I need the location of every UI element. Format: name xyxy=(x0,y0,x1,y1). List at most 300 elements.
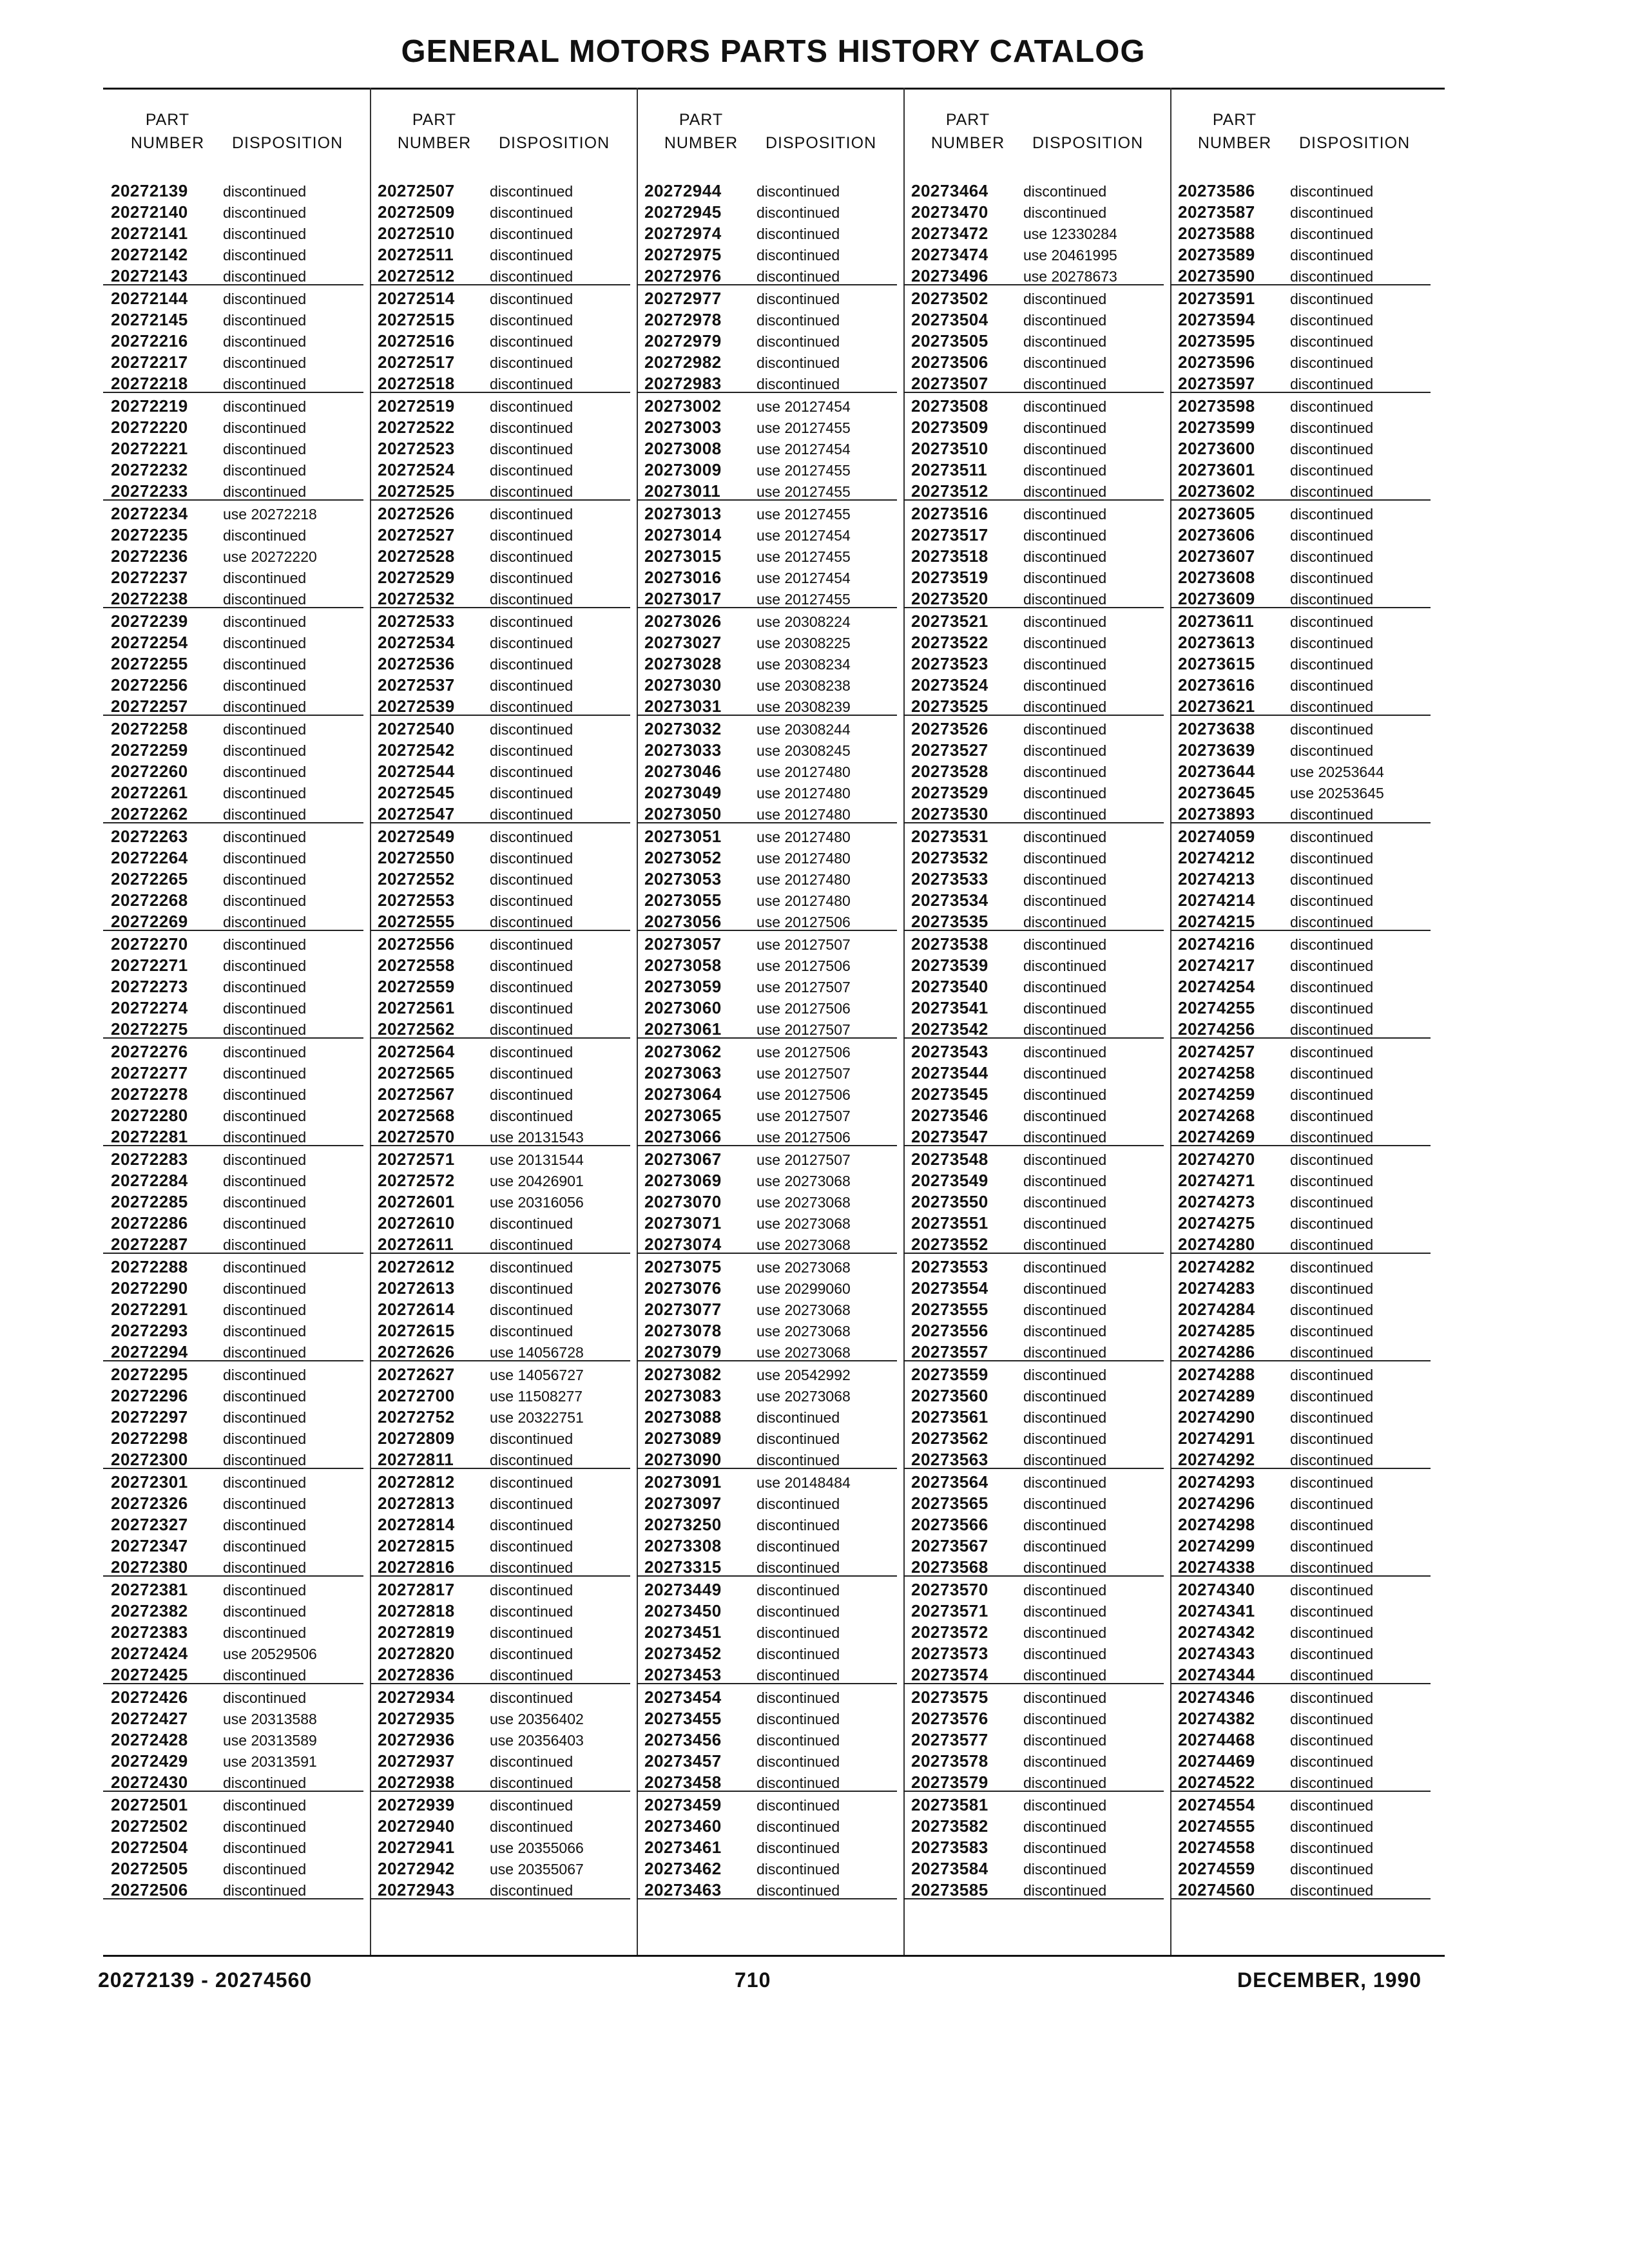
disposition: discontinued xyxy=(1023,1882,1107,1899)
part-number: 20272752 xyxy=(378,1407,455,1427)
table-row xyxy=(103,1446,363,1469)
part-number: 20273638 xyxy=(1178,719,1255,738)
table-row xyxy=(637,1124,897,1146)
part-number: 20272615 xyxy=(378,1321,455,1340)
part-number: 20273057 xyxy=(644,934,722,954)
disposition: use 20461995 xyxy=(1023,247,1117,264)
table-row xyxy=(370,608,630,629)
table-row xyxy=(903,1124,1164,1146)
part-number: 20272545 xyxy=(378,783,455,802)
part-number: 20272550 xyxy=(378,848,455,867)
disposition: discontinued xyxy=(223,483,307,500)
part-number: 20274284 xyxy=(1178,1300,1255,1319)
table-row xyxy=(370,908,630,931)
table-row xyxy=(903,1490,1164,1512)
disposition: discontinued xyxy=(490,1323,574,1340)
table-row xyxy=(103,1877,363,1899)
table-row xyxy=(1170,1189,1431,1210)
disposition: use 20127455 xyxy=(757,506,851,523)
disposition: discontinued xyxy=(490,1624,574,1641)
disposition: discontinued xyxy=(1290,892,1374,909)
part-number: 20273613 xyxy=(1178,633,1255,652)
disposition: discontinued xyxy=(1290,1000,1374,1017)
table-row xyxy=(103,1640,363,1662)
disposition: discontinued xyxy=(223,677,307,694)
table-row xyxy=(370,1813,630,1834)
disposition: discontinued xyxy=(1290,483,1374,500)
part-number: 20272975 xyxy=(644,245,722,264)
part-number: 20273067 xyxy=(644,1149,722,1169)
part-number: 20274288 xyxy=(1178,1365,1255,1384)
part-number: 20272139 xyxy=(111,181,188,200)
part-number: 20272296 xyxy=(111,1386,188,1405)
part-number: 20273557 xyxy=(911,1342,988,1361)
table-row xyxy=(637,887,897,908)
part-number: 20272612 xyxy=(378,1257,455,1276)
disposition: discontinued xyxy=(223,1000,307,1017)
table-row xyxy=(370,1361,630,1383)
table-row xyxy=(1170,1490,1431,1512)
disposition: discontinued xyxy=(1290,354,1374,371)
table-row xyxy=(370,178,630,199)
disposition: discontinued xyxy=(223,570,307,586)
part-number: 20274468 xyxy=(1178,1730,1255,1749)
part-number: 20272233 xyxy=(111,481,188,501)
disposition: discontinued xyxy=(490,892,574,909)
part-number: 20272293 xyxy=(111,1321,188,1340)
part-number: 20272519 xyxy=(378,396,455,416)
table-row xyxy=(1170,995,1431,1016)
part-number: 20272283 xyxy=(111,1149,188,1169)
table-row xyxy=(1170,780,1431,801)
table-row xyxy=(103,1189,363,1210)
part-number: 20273550 xyxy=(911,1192,988,1211)
disposition: discontinued xyxy=(757,226,840,242)
table-row xyxy=(1170,414,1431,436)
part-number: 20273009 xyxy=(644,460,722,479)
disposition: discontinued xyxy=(1023,1388,1107,1405)
disposition: discontinued xyxy=(1023,591,1107,608)
disposition: discontinued xyxy=(490,1065,574,1082)
disposition: discontinued xyxy=(223,183,307,200)
table-row xyxy=(637,1318,897,1339)
disposition: discontinued xyxy=(1023,1086,1107,1103)
part-number: 20272601 xyxy=(378,1192,455,1211)
part-number: 20273563 xyxy=(911,1450,988,1469)
table-row xyxy=(103,608,363,629)
disposition: discontinued xyxy=(757,1861,840,1878)
part-number: 20273464 xyxy=(911,181,988,200)
part-number: 20273032 xyxy=(644,719,722,738)
disposition: discontinued xyxy=(490,333,574,350)
disposition: discontinued xyxy=(1290,398,1374,415)
disposition: discontinued xyxy=(1290,183,1374,200)
part-number: 20273462 xyxy=(644,1859,722,1878)
table-row xyxy=(370,1446,630,1469)
disposition: discontinued xyxy=(1290,1582,1374,1599)
disposition: discontinued xyxy=(223,291,307,307)
disposition: discontinued xyxy=(223,1861,307,1878)
table-row xyxy=(103,758,363,780)
disposition: use 20356402 xyxy=(490,1711,584,1727)
part-number: 20272140 xyxy=(111,202,188,222)
disposition: discontinued xyxy=(1290,1388,1374,1405)
disposition: discontinued xyxy=(490,1430,574,1447)
disposition: use 20308224 xyxy=(757,613,851,630)
disposition: discontinued xyxy=(223,1603,307,1620)
table-row xyxy=(637,801,897,823)
part-number: 20273591 xyxy=(1178,289,1255,308)
part-number: 20272812 xyxy=(378,1472,455,1492)
table-row xyxy=(370,737,630,758)
part-number: 20272265 xyxy=(111,869,188,889)
disposition: discontinued xyxy=(223,268,307,285)
part-number: 20274559 xyxy=(1178,1859,1255,1878)
part-number: 20273539 xyxy=(911,956,988,975)
table-row xyxy=(103,1598,363,1619)
table-row xyxy=(370,1662,630,1684)
disposition: discontinued xyxy=(490,527,574,544)
part-number: 20273581 xyxy=(911,1795,988,1814)
table-row xyxy=(637,478,897,501)
part-number: 20272232 xyxy=(111,460,188,479)
disposition: discontinued xyxy=(1023,1582,1107,1599)
disposition: discontinued xyxy=(490,312,574,329)
table-row xyxy=(1170,1469,1431,1490)
table-row xyxy=(103,242,363,263)
table-row xyxy=(1170,1748,1431,1769)
disposition: discontinued xyxy=(490,613,574,630)
table-row xyxy=(903,220,1164,242)
table-row xyxy=(637,1877,897,1899)
part-number: 20272141 xyxy=(111,224,188,243)
disposition: discontinued xyxy=(223,698,307,715)
table-row xyxy=(370,974,630,995)
part-number: 20274346 xyxy=(1178,1687,1255,1707)
table-row xyxy=(637,737,897,758)
table-row xyxy=(1170,1554,1431,1577)
table-row xyxy=(103,801,363,823)
disposition: discontinued xyxy=(490,1517,574,1533)
table-row xyxy=(103,1533,363,1554)
disposition: discontinued xyxy=(490,1559,574,1576)
disposition: discontinued xyxy=(1023,1044,1107,1061)
table-row xyxy=(103,887,363,908)
table-row xyxy=(637,629,897,651)
table-row xyxy=(637,370,897,393)
part-number: 20273535 xyxy=(911,912,988,931)
disposition: discontinued xyxy=(1290,1409,1374,1426)
disposition: discontinued xyxy=(1023,1774,1107,1791)
part-number: 20273552 xyxy=(911,1235,988,1254)
table-row xyxy=(103,349,363,370)
disposition: discontinued xyxy=(1290,1818,1374,1835)
table-row xyxy=(103,1662,363,1684)
table-row xyxy=(903,1512,1164,1533)
part-number: 20274554 xyxy=(1178,1795,1255,1814)
table-row xyxy=(637,952,897,974)
disposition: discontinued xyxy=(223,226,307,242)
part-number: 20272556 xyxy=(378,934,455,954)
disposition: discontinued xyxy=(1023,1517,1107,1533)
table-row xyxy=(637,1254,897,1275)
part-number: 20273016 xyxy=(644,568,722,587)
part-number: 20272524 xyxy=(378,460,455,479)
part-number: 20273607 xyxy=(1178,546,1255,566)
table-row xyxy=(637,349,897,370)
disposition: discontinued xyxy=(1290,957,1374,974)
disposition: discontinued xyxy=(1290,1021,1374,1038)
disposition: discontinued xyxy=(223,312,307,329)
table-row xyxy=(903,393,1164,414)
part-number: 20273585 xyxy=(911,1880,988,1899)
table-row xyxy=(370,801,630,823)
disposition: discontinued xyxy=(1290,1689,1374,1706)
table-row xyxy=(903,1168,1164,1189)
table-row xyxy=(1170,1383,1431,1404)
disposition: discontinued xyxy=(1023,441,1107,457)
table-row xyxy=(370,349,630,370)
part-number: 20273071 xyxy=(644,1213,722,1233)
table-row xyxy=(903,1748,1164,1769)
disposition: discontinued xyxy=(1023,785,1107,802)
part-number: 20274298 xyxy=(1178,1515,1255,1534)
table-row xyxy=(370,478,630,501)
part-number: 20273594 xyxy=(1178,310,1255,329)
table-row xyxy=(637,1361,897,1383)
disposition: discontinued xyxy=(1023,721,1107,738)
part-number: 20272568 xyxy=(378,1106,455,1125)
table-row xyxy=(370,1275,630,1296)
disposition: discontinued xyxy=(490,506,574,523)
table-row xyxy=(1170,908,1431,931)
table-row xyxy=(903,1727,1164,1748)
table-row xyxy=(903,995,1164,1016)
table-row xyxy=(103,1318,363,1339)
table-row xyxy=(903,543,1164,564)
part-number: 20273597 xyxy=(1178,374,1255,393)
part-number: 20272275 xyxy=(111,1019,188,1039)
table-row xyxy=(370,693,630,716)
part-number: 20274522 xyxy=(1178,1773,1255,1792)
part-number: 20272273 xyxy=(111,977,188,996)
part-number: 20272982 xyxy=(644,352,722,372)
part-number: 20272285 xyxy=(111,1192,188,1211)
part-number: 20272525 xyxy=(378,481,455,501)
part-number: 20273051 xyxy=(644,827,722,846)
part-number: 20273496 xyxy=(911,266,988,285)
table-row xyxy=(637,1469,897,1490)
table-row xyxy=(103,1748,363,1769)
part-number: 20272811 xyxy=(378,1450,454,1469)
table-row xyxy=(637,1146,897,1168)
part-number: 20273003 xyxy=(644,418,722,437)
number-header-label: NUMBER xyxy=(664,134,738,152)
part-number: 20272818 xyxy=(378,1601,455,1620)
table-row xyxy=(103,370,363,393)
disposition-header-label: DISPOSITION xyxy=(1032,134,1144,152)
part-number: 20272544 xyxy=(378,762,455,781)
part-number: 20272539 xyxy=(378,697,455,716)
table-row xyxy=(370,1706,630,1727)
part-number: 20272510 xyxy=(378,224,455,243)
part-number: 20273611 xyxy=(1178,611,1255,631)
table-row xyxy=(1170,457,1431,478)
part-number: 20273070 xyxy=(644,1192,722,1211)
table-row xyxy=(903,414,1164,436)
table-row xyxy=(637,1512,897,1533)
table-row xyxy=(637,220,897,242)
table-row xyxy=(103,1490,363,1512)
part-number: 20273541 xyxy=(911,998,988,1017)
disposition: discontinued xyxy=(1023,1559,1107,1576)
part-number: 20272561 xyxy=(378,998,455,1017)
disposition: discontinued xyxy=(223,1430,307,1447)
disposition: discontinued xyxy=(490,570,574,586)
disposition: discontinued xyxy=(1290,850,1374,867)
part-number: 20273543 xyxy=(911,1042,988,1061)
disposition: discontinued xyxy=(223,1495,307,1512)
table-row xyxy=(370,1404,630,1425)
part-number: 20274340 xyxy=(1178,1580,1255,1599)
disposition: discontinued xyxy=(223,1452,307,1468)
part-number: 20272564 xyxy=(378,1042,455,1061)
disposition: discontinued xyxy=(1290,419,1374,436)
table-row xyxy=(1170,1404,1431,1425)
table-row xyxy=(1170,178,1431,199)
table-row xyxy=(903,349,1164,370)
part-number: 20273031 xyxy=(644,697,722,716)
disposition: discontinued xyxy=(1290,1624,1374,1641)
disposition: discontinued xyxy=(223,1517,307,1533)
disposition: use 20127507 xyxy=(757,1108,851,1124)
table-row xyxy=(370,1318,630,1339)
part-number: 20272817 xyxy=(378,1580,455,1599)
table-row xyxy=(1170,1792,1431,1813)
part-number: 20273053 xyxy=(644,869,722,889)
table-row xyxy=(1170,1210,1431,1231)
disposition: discontinued xyxy=(490,1818,574,1835)
table-row xyxy=(1170,1016,1431,1039)
table-row xyxy=(103,564,363,586)
table-row xyxy=(903,1554,1164,1577)
part-number: 20273470 xyxy=(911,202,988,222)
part-number: 20272941 xyxy=(378,1838,455,1857)
part-number: 20272516 xyxy=(378,331,455,351)
part-number: 20272815 xyxy=(378,1536,455,1555)
part-number: 20272239 xyxy=(111,611,188,631)
part-number: 20273574 xyxy=(911,1665,988,1684)
table-row xyxy=(903,1662,1164,1684)
part-number: 20274290 xyxy=(1178,1407,1255,1427)
disposition: use 20273068 xyxy=(757,1236,851,1253)
disposition: discontinued xyxy=(1290,1732,1374,1749)
part-number: 20273015 xyxy=(644,546,722,566)
disposition: discontinued xyxy=(223,441,307,457)
disposition: discontinued xyxy=(490,979,574,995)
part-number: 20272298 xyxy=(111,1428,188,1448)
parts-column xyxy=(1170,178,1431,1899)
disposition: use 20127506 xyxy=(757,914,851,930)
table-row xyxy=(1170,629,1431,651)
table-row xyxy=(103,178,363,199)
disposition: discontinued xyxy=(223,247,307,264)
part-number: 20272614 xyxy=(378,1300,455,1319)
table-row xyxy=(103,1168,363,1189)
table-row xyxy=(103,737,363,758)
disposition: discontinued xyxy=(1023,892,1107,909)
table-row xyxy=(637,1425,897,1446)
table-row xyxy=(1170,1318,1431,1339)
disposition: use 20127507 xyxy=(757,936,851,953)
part-number: 20273529 xyxy=(911,783,988,802)
disposition: discontinued xyxy=(1023,1259,1107,1276)
parts-column xyxy=(370,178,630,1899)
part-number: 20273579 xyxy=(911,1773,988,1792)
disposition: discontinued xyxy=(223,1409,307,1426)
disposition: discontinued xyxy=(1290,806,1374,823)
part-number: 20273572 xyxy=(911,1622,988,1642)
disposition: discontinued xyxy=(1290,1065,1374,1082)
part-number: 20272934 xyxy=(378,1687,455,1707)
disposition: discontinued xyxy=(1290,1603,1374,1620)
table-row xyxy=(903,693,1164,716)
part-number: 20272274 xyxy=(111,998,188,1017)
part-number: 20273565 xyxy=(911,1494,988,1513)
table-row xyxy=(103,1577,363,1598)
part-number: 20273033 xyxy=(644,740,722,760)
disposition: discontinued xyxy=(490,656,574,673)
table-row xyxy=(1170,1512,1431,1533)
table-row xyxy=(1170,1769,1431,1792)
disposition: discontinued xyxy=(1023,570,1107,586)
disposition: discontinued xyxy=(490,1044,574,1061)
disposition: discontinued xyxy=(1023,806,1107,823)
disposition: discontinued xyxy=(490,1259,574,1276)
part-number: 20273452 xyxy=(644,1644,722,1663)
disposition: discontinued xyxy=(1023,698,1107,715)
table-row xyxy=(903,1598,1164,1619)
part-number: 20273587 xyxy=(1178,202,1255,222)
part-number: 20272944 xyxy=(644,181,722,200)
part-number: 20272945 xyxy=(644,202,722,222)
part-number: 20274341 xyxy=(1178,1601,1255,1620)
table-row xyxy=(1170,1577,1431,1598)
disposition: discontinued xyxy=(490,1000,574,1017)
disposition: discontinued xyxy=(490,591,574,608)
disposition: discontinued xyxy=(223,1667,307,1684)
part-number: 20273511 xyxy=(911,460,988,479)
table-row xyxy=(370,1296,630,1318)
table-row xyxy=(903,1792,1164,1813)
part-number: 20273049 xyxy=(644,783,722,802)
part-number: 20274256 xyxy=(1178,1019,1255,1039)
table-row xyxy=(103,1512,363,1533)
part-number: 20272144 xyxy=(111,289,188,308)
part-number: 20272979 xyxy=(644,331,722,351)
part-number: 20273059 xyxy=(644,977,722,996)
part-number: 20274280 xyxy=(1178,1235,1255,1254)
table-row xyxy=(370,1016,630,1039)
part-number: 20272515 xyxy=(378,310,455,329)
part-number: 20272221 xyxy=(111,439,188,458)
disposition: discontinued xyxy=(223,1774,307,1791)
part-number: 20272280 xyxy=(111,1106,188,1125)
part-number: 20273055 xyxy=(644,890,722,910)
part-number: 20272547 xyxy=(378,804,455,823)
table-row xyxy=(1170,1296,1431,1318)
disposition-header-label: DISPOSITION xyxy=(232,134,343,152)
